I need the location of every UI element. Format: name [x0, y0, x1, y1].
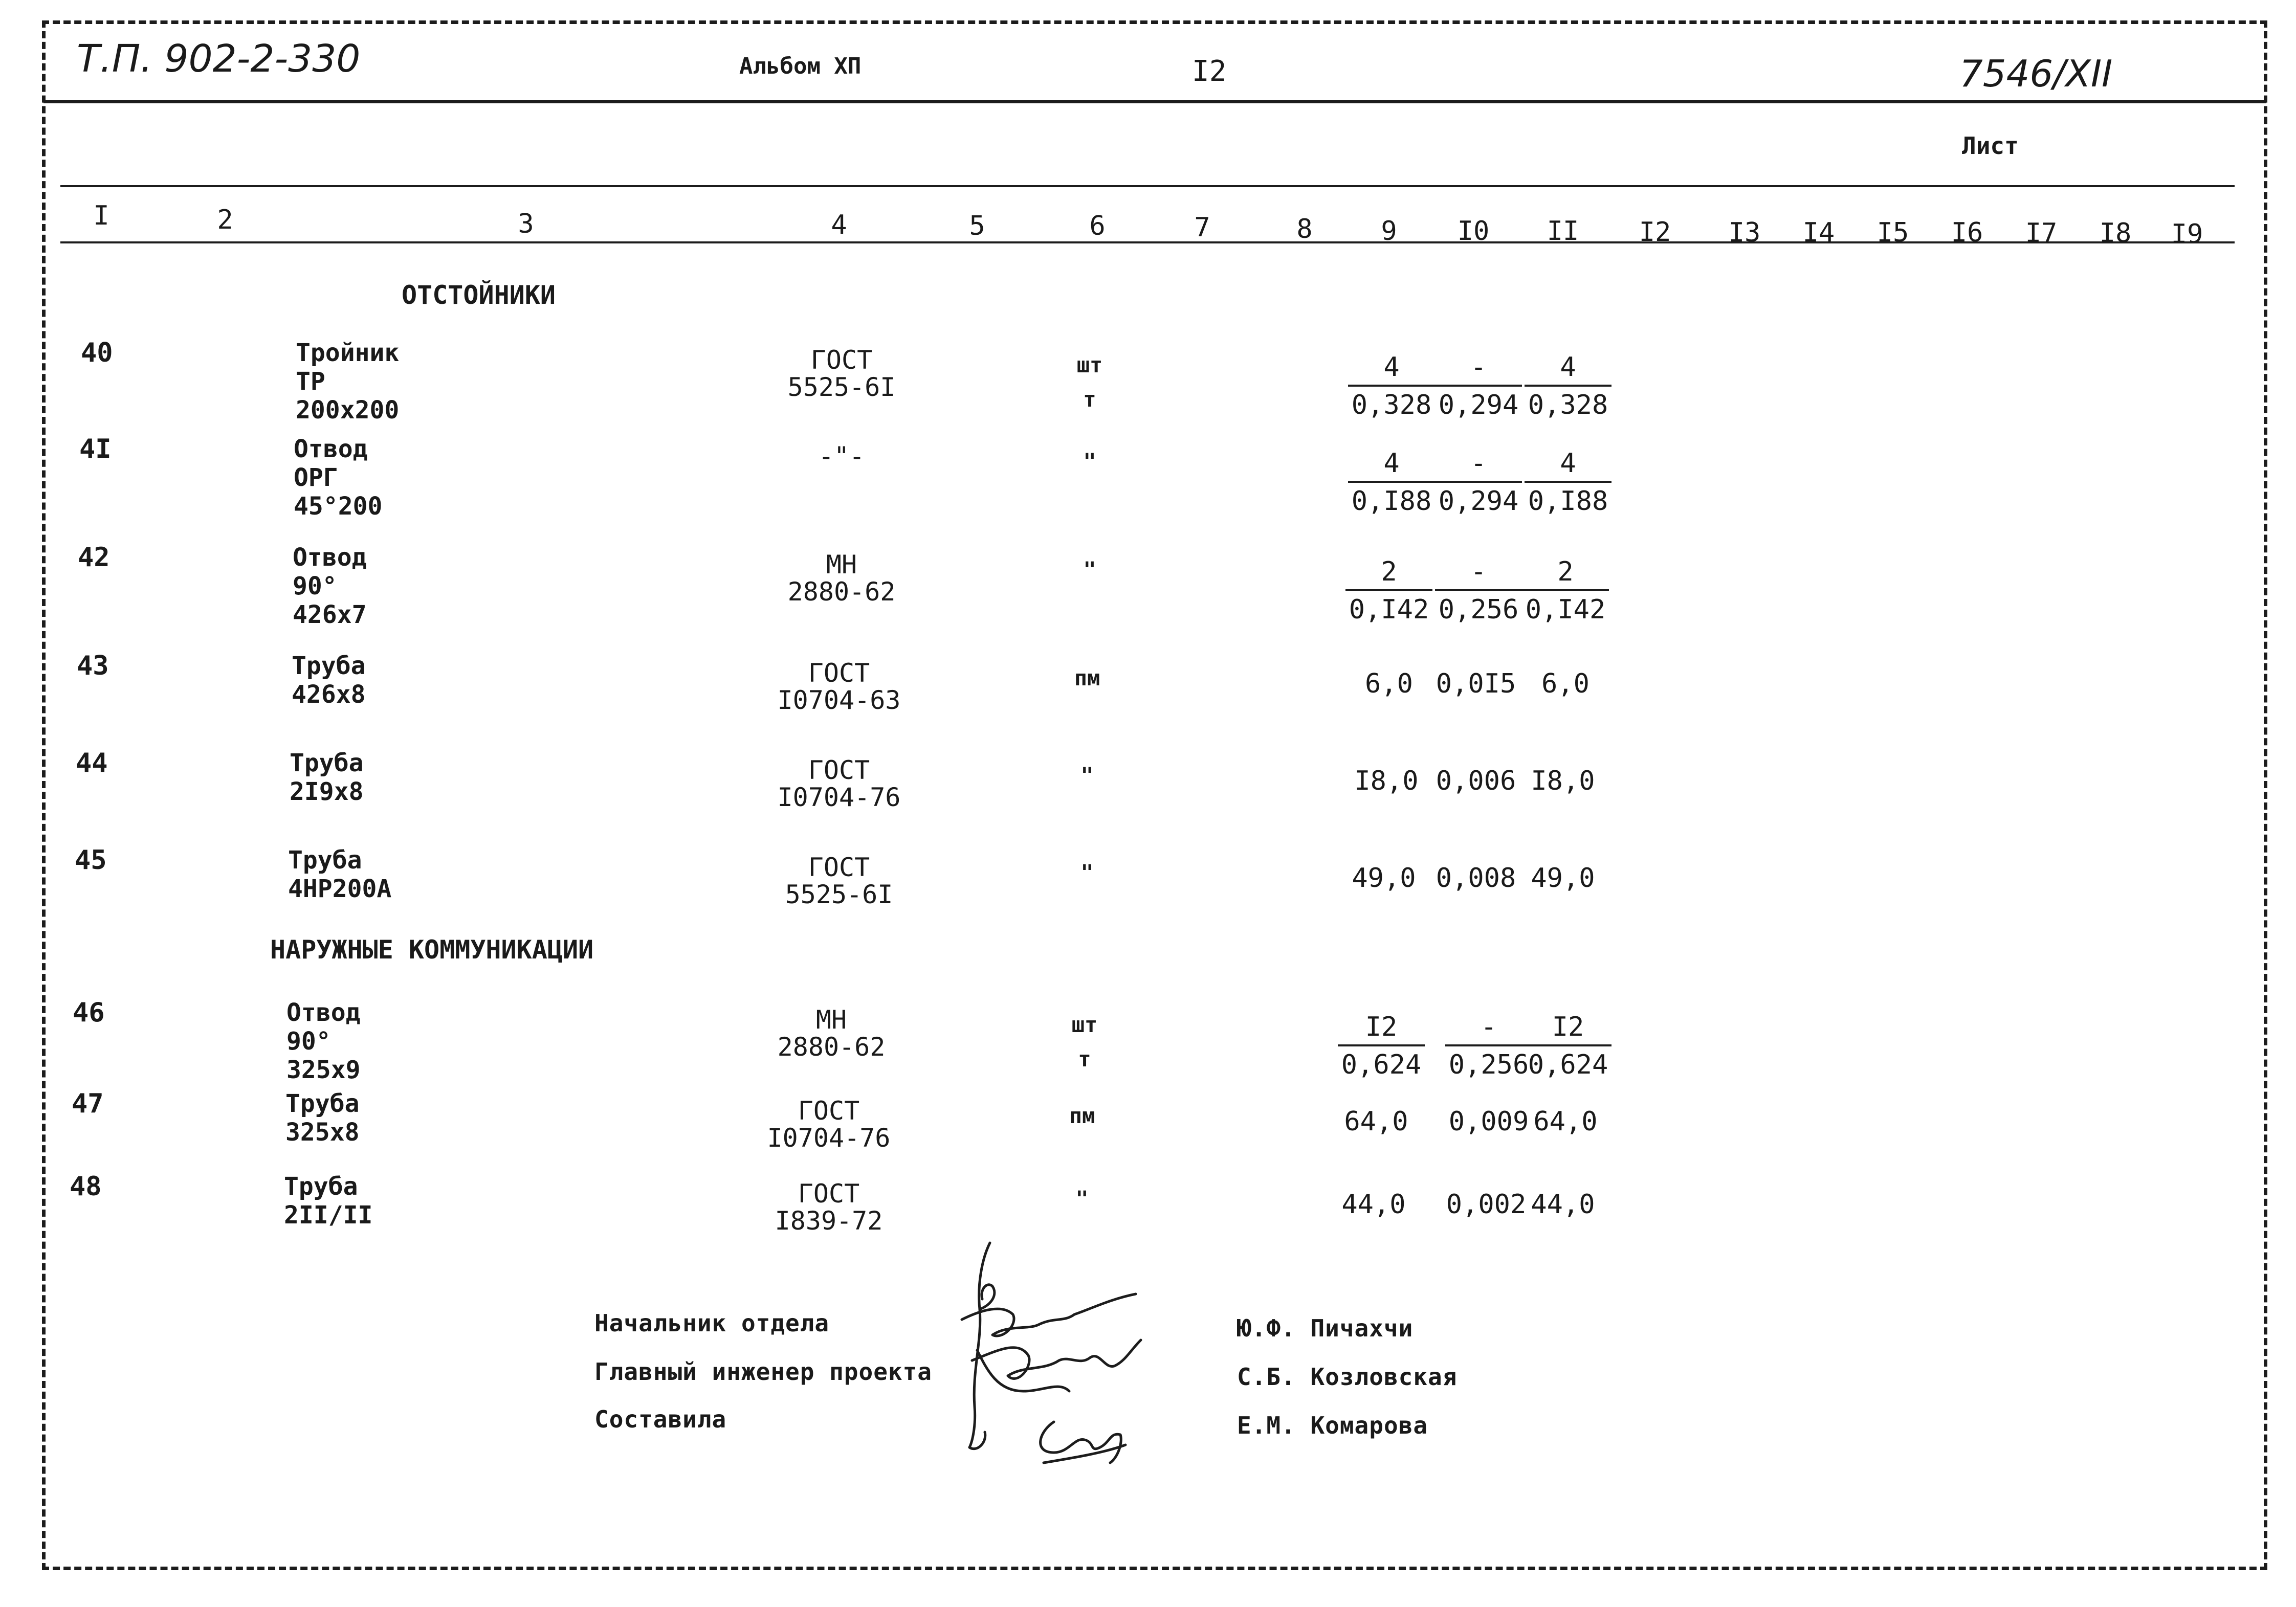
item-name: Отвод 90° 426х7: [293, 543, 367, 629]
unit-line: шт: [1071, 1012, 1098, 1037]
quantity-mass: 0,256: [1448, 1050, 1529, 1080]
unit-of-measure: [1067, 1008, 1102, 1076]
column-number: I5: [1876, 217, 1909, 248]
quantity-mass: 0,624: [1341, 1050, 1422, 1080]
standard-ref-line: ГОСТ: [810, 345, 873, 375]
standard-ref: [752, 660, 926, 713]
unit-line: ": [1083, 557, 1096, 582]
item-name: Отвод ОРГ 45°200: [294, 435, 383, 521]
sheet-label: Лист: [1962, 132, 2019, 160]
column-number: 3: [518, 209, 534, 239]
quantity-count: 4: [1525, 448, 1611, 483]
sig-title-dept-head: Начальник отдела: [594, 1309, 830, 1337]
quantity-value-c9: 49,0: [1352, 863, 1416, 894]
column-number: 8: [1296, 214, 1313, 244]
standard-ref-line: ГОСТ: [798, 1096, 860, 1126]
column-number: II: [1547, 216, 1579, 247]
quantity-count: 2: [1522, 556, 1609, 591]
sig-title-chief-engineer: Главный инженер проекта: [594, 1358, 932, 1386]
row-number: 40: [81, 338, 113, 368]
standard-ref-line: ГОСТ: [798, 1179, 860, 1209]
unit-line: ": [1080, 860, 1094, 885]
standard-ref-line: 5525-6I: [785, 879, 893, 909]
series-code: Т.П. 902-2-330: [77, 37, 361, 81]
quantity-count: -: [1435, 556, 1522, 591]
quantity-value-c11: 64,0: [1533, 1106, 1598, 1137]
column-number: 2: [217, 205, 233, 235]
row-number: 45: [75, 845, 107, 876]
header-divider: [43, 100, 2266, 103]
quantity-value-c11: 6,0: [1541, 668, 1589, 699]
item-name: Труба 4НР200А: [288, 846, 392, 903]
quantity-count: I2: [1338, 1012, 1425, 1046]
row-number: 46: [73, 997, 105, 1028]
item-name: Труба 2I9х8: [290, 749, 364, 806]
quantity-count: -: [1435, 352, 1522, 387]
section-heading-external: НАРУЖНЫЕ КОММУНИКАЦИИ: [270, 935, 594, 965]
standard-ref: [742, 1098, 916, 1151]
item-name: Труба 325х8: [285, 1089, 360, 1147]
standard-ref-line: 2880-62: [787, 576, 896, 607]
unit-of-measure: [1064, 1099, 1100, 1133]
unit-of-measure: [1072, 348, 1108, 416]
quantity-mass: 0,I42: [1349, 594, 1429, 625]
standard-ref: [744, 1007, 918, 1060]
quantity-fraction-c11: [1525, 448, 1611, 517]
standard-ref-line: 5525-6I: [787, 372, 896, 402]
item-name: Труба 2II/II: [284, 1172, 373, 1230]
quantity-mass: 0,I88: [1351, 486, 1432, 517]
quantity-value-c10: 0,008: [1436, 863, 1516, 894]
item-name: Тройник ТР 200х200: [296, 339, 400, 425]
unit-line: пм: [1074, 665, 1100, 690]
quantity-fraction-c11: [1522, 556, 1609, 625]
quantity-fraction-c10: [1445, 1012, 1532, 1080]
quantity-count: 4: [1348, 448, 1435, 483]
column-number: I4: [1802, 217, 1835, 248]
unit-line: ": [1083, 449, 1096, 474]
quantity-count: -: [1435, 448, 1522, 483]
row-number: 4I: [79, 434, 112, 464]
quantity-value-c9: 6,0: [1365, 668, 1413, 699]
quantity-mass: 0,294: [1438, 486, 1519, 517]
row-number: 44: [76, 748, 108, 778]
unit-line: ": [1075, 1186, 1089, 1211]
unit-of-measure: [1072, 552, 1108, 587]
standard-ref-line: ГОСТ: [808, 658, 870, 688]
standard-ref-line: I0704-63: [777, 685, 901, 715]
quantity-mass: 0,328: [1351, 390, 1432, 420]
quantity-count: 2: [1345, 556, 1432, 591]
quantity-mass: 0,624: [1528, 1050, 1608, 1080]
column-number: I7: [2025, 218, 2058, 249]
quantity-fraction-c11: [1525, 1012, 1611, 1080]
quantity-value-c11: 44,0: [1531, 1189, 1595, 1220]
quantity-value-c10: 0,0I5: [1436, 668, 1516, 699]
row-number: 42: [78, 542, 110, 573]
column-number: I6: [1951, 217, 1983, 248]
quantity-value-c10: 0,006: [1436, 766, 1516, 796]
quantity-fraction-c10: [1435, 556, 1522, 625]
section-heading-settlers: ОТСТОЙНИКИ: [402, 280, 556, 310]
column-number: I: [93, 200, 109, 231]
quantity-value-c9: 64,0: [1344, 1106, 1408, 1137]
sig-name-compiler: Е.М. Комарова: [1237, 1412, 1428, 1439]
item-name: Труба 426х8: [292, 652, 366, 709]
row-number: 43: [77, 651, 109, 681]
unit-of-measure: [1069, 758, 1105, 792]
standard-ref: [742, 1180, 916, 1234]
standard-ref-line: МН: [815, 1005, 847, 1035]
sig-name-chief-engineer: С.Б. Козловская: [1237, 1363, 1458, 1391]
standard-ref-line: ГОСТ: [808, 755, 870, 785]
column-number: I3: [1728, 217, 1761, 248]
sig-title-compiler: Составила: [594, 1405, 727, 1433]
column-number: 7: [1194, 212, 1210, 243]
archive-number: 7546/XII: [1959, 52, 2113, 95]
column-number: 6: [1089, 211, 1106, 241]
row-number: 48: [70, 1171, 102, 1202]
column-number: I0: [1457, 216, 1490, 247]
quantity-fraction-c9: [1348, 352, 1435, 420]
table-header-top-line: [60, 185, 2235, 187]
standard-ref-line: I839-72: [775, 1206, 883, 1236]
quantity-count: 4: [1525, 352, 1611, 387]
standard-ref-line: I0704-76: [777, 782, 901, 812]
quantity-mass: 0,328: [1528, 390, 1608, 420]
standard-ref: [755, 347, 929, 400]
quantity-value-c11: 49,0: [1531, 863, 1595, 894]
quantity-mass: 0,256: [1438, 594, 1519, 625]
column-number: 9: [1381, 216, 1397, 247]
quantity-value-c10: 0,009: [1448, 1106, 1529, 1137]
standard-ref-line: ГОСТ: [808, 853, 870, 882]
standard-ref-line: МН: [826, 550, 857, 579]
unit-line: ": [1080, 763, 1094, 788]
handwritten-signatures: [941, 1238, 1228, 1473]
quantity-count: I2: [1525, 1012, 1611, 1046]
column-number: I8: [2099, 218, 2132, 249]
quantity-fraction-c10: [1435, 448, 1522, 517]
standard-ref: [752, 854, 926, 908]
quantity-value-c10: 0,002: [1446, 1189, 1527, 1220]
quantity-count: 4: [1348, 352, 1435, 387]
quantity-mass: 0,I42: [1525, 594, 1606, 625]
quantity-value-c9: I8,0: [1354, 766, 1419, 796]
unit-of-measure: [1069, 661, 1105, 695]
column-number: 4: [831, 210, 847, 240]
quantity-value-c9: 44,0: [1341, 1189, 1406, 1220]
column-number: I9: [2171, 219, 2203, 250]
column-number: I2: [1639, 217, 1671, 248]
page-number: I2: [1192, 55, 1227, 88]
quantity-fraction-c9: [1348, 448, 1435, 517]
quantity-fraction-c9: [1345, 556, 1432, 625]
unit-of-measure: [1064, 1181, 1100, 1216]
quantity-mass: 0,294: [1438, 390, 1519, 420]
unit-of-measure: [1072, 444, 1108, 478]
standard-ref-line: -"-: [818, 441, 865, 471]
quantity-fraction-c9: [1338, 1012, 1425, 1080]
standard-ref-line: 2880-62: [777, 1032, 886, 1062]
unit-line: пм: [1069, 1103, 1095, 1128]
album-label: Альбом ХП: [739, 53, 862, 79]
quantity-value-c11: I8,0: [1531, 766, 1595, 796]
row-number: 47: [72, 1088, 104, 1119]
quantity-fraction-c10: [1435, 352, 1522, 420]
standard-ref: [755, 443, 929, 470]
unit-of-measure: [1069, 855, 1105, 889]
quantity-fraction-c11: [1525, 352, 1611, 420]
unit-line: т: [1078, 1046, 1091, 1072]
standard-ref: [755, 551, 929, 605]
standard-ref-line: I0704-76: [767, 1123, 891, 1153]
quantity-mass: 0,I88: [1528, 486, 1608, 517]
column-number: 5: [969, 211, 985, 241]
item-name: Отвод 90° 325х9: [286, 998, 361, 1084]
standard-ref: [752, 757, 926, 811]
sig-name-dept-head: Ю.Ф. Пичахчи: [1237, 1314, 1414, 1342]
unit-line: шт: [1076, 352, 1103, 377]
unit-line: т: [1083, 387, 1096, 412]
quantity-count: -: [1445, 1012, 1532, 1046]
